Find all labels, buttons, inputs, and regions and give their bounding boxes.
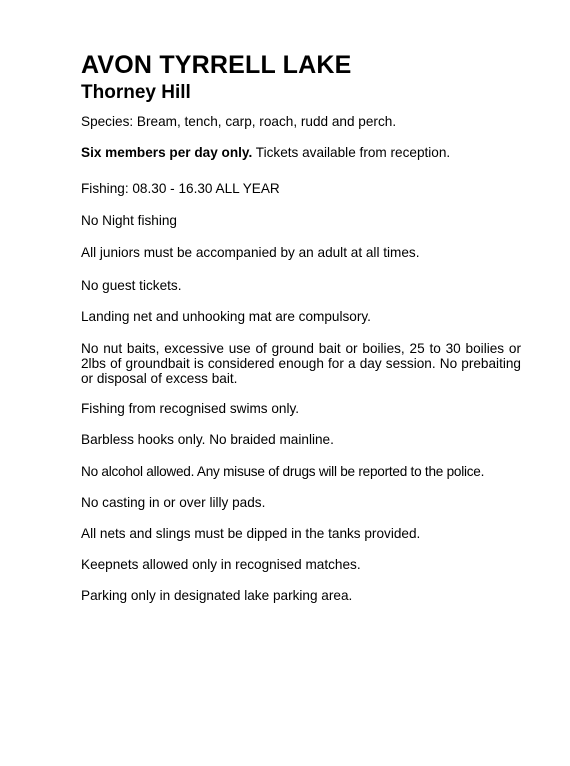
- document-title: AVON TYRRELL LAKE: [81, 51, 352, 79]
- rule-item: Landing net and unhooking mat are compulsory.: [81, 309, 371, 324]
- document-page: [81, 50, 521, 603]
- rule-item: Barbless hooks only. No braided mainline.: [81, 432, 334, 447]
- rule-item: All nets and slings must be dipped in the tanks provided.: [81, 526, 421, 541]
- rule-item: All juniors must be accompanied by an adult at all times.: [81, 245, 420, 260]
- members-rest-text: Tickets available from reception.: [252, 145, 451, 160]
- species-line: Species: Bream, tench, carp, roach, rudd and perch.: [81, 114, 397, 129]
- rule-item: No alcohol allowed. Any misuse of drugs will be reported to the police.: [81, 464, 485, 479]
- document-subtitle: Thorney Hill: [81, 82, 191, 103]
- rule-item: Keepnets allowed only in recognised matches.: [81, 557, 361, 572]
- members-bold-text: Six members per day only.: [81, 145, 253, 160]
- rule-item: Fishing from recognised swims only.: [81, 401, 300, 416]
- rule-item: No guest tickets.: [81, 278, 182, 293]
- members-line: [81, 145, 521, 160]
- rule-item: Fishing: 08.30 - 16.30 ALL YEAR: [81, 181, 280, 196]
- rule-item: No nut baits, excessive use of ground bait or boilies, 25 to 30 boilies or 2lbs of groundbait is considered enough for a day session. No prebaiting or disposal of excess bait.: [81, 341, 521, 386]
- rule-item: No Night fishing: [81, 213, 177, 228]
- rule-item: Parking only in designated lake parking area.: [81, 588, 353, 603]
- rule-item: No casting in or over lilly pads.: [81, 495, 266, 510]
- rules-list: [81, 114, 521, 603]
